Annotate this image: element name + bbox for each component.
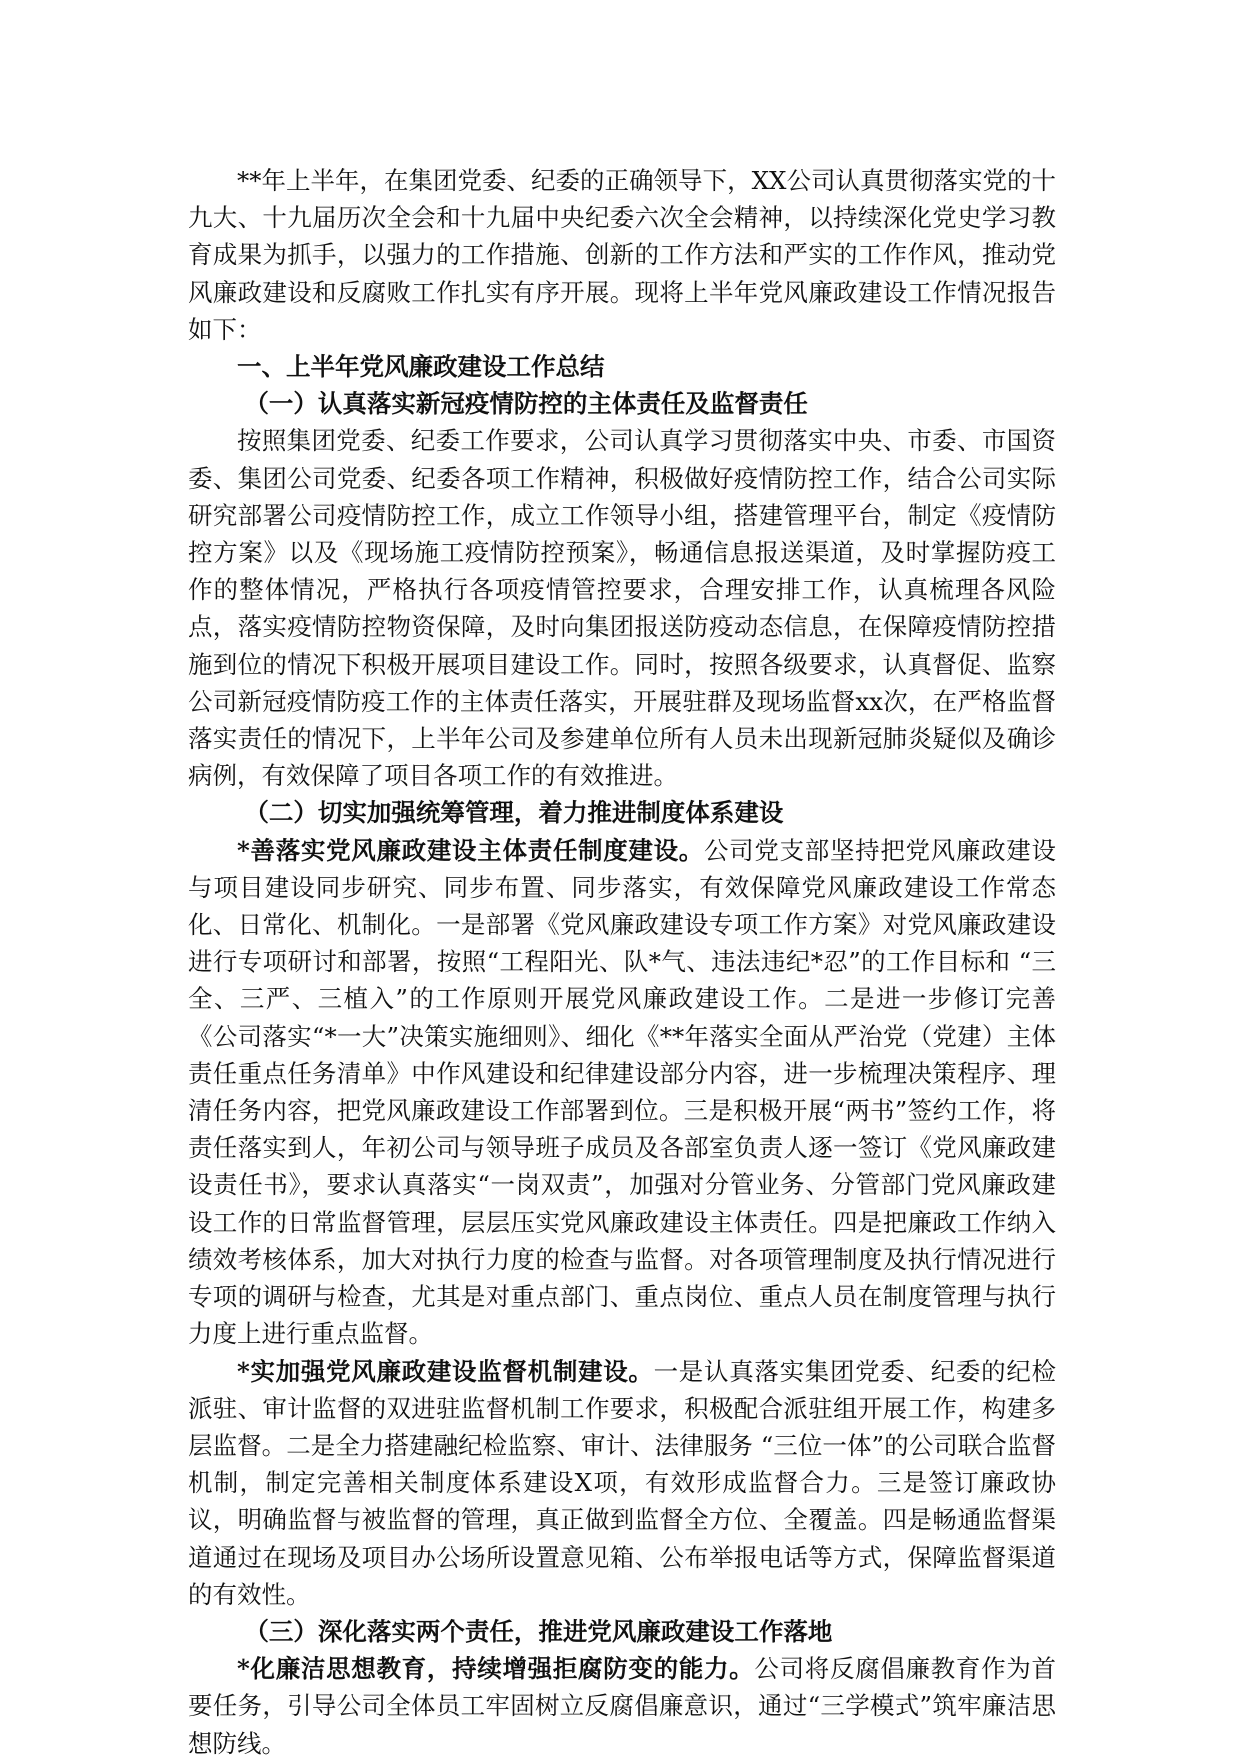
subsection-2-paragraph-2 [188,1353,1056,1613]
paragraph-lead: *实加强党风廉政建设监督机制建设。 [237,1356,654,1386]
paragraph-lead: *善落实党风廉政建设主体责任制度建设。 [237,835,704,865]
subsection-2-paragraph-1 [188,832,1056,1353]
subsection-3-heading: （三）深化落实两个责任，推进党风廉政建设工作落地 [244,1616,833,1646]
subsection-1-heading: （一）认真落实新冠疫情防控的主体责任及监督责任 [244,389,808,419]
subsection-2-heading: （二）切实加强统筹管理，着力推进制度体系建设 [244,798,784,828]
subsection-3-paragraph-1 [188,1650,1056,1762]
intro-paragraph: **年上半年，在集团党委、纪委的正确领导下，XX公司认真贯彻落实党的十九大、十九届历次全会和十九届中央纪委六次全会精神，以持续深化党史学习教育成果为抓手，以强力的工作措施、创新的工作方法和严实的工作作风，推动党风廉政建设和反腐败工作扎实有序开展。现将上半年党风廉政建设工作情况报告如下： [188,166,1056,344]
paragraph-body: 一是认真落实集团党委、纪委的纪检派驻、审计监督的双进驻监督机制工作要求，积极配合派驻组开展工作，构建多层监督。二是全力搭建融纪检监察、审计、法律服务 “三位一体”的公司联合监督机制，制定完善相关制度体系建设X项，有效形成监督合力。三是签订廉政协议，明确监督与被监督的管理，真正做到监督全方位、全覆盖。四是畅通监督渠道通过在现场及项目办公场所设置意见箱、公布举报电话等方式，保障监督渠道的有效性。 [188,1356,1057,1609]
subsection-1-paragraph: 按照集团党委、纪委工作要求，公司认真学习贯彻落实中央、市委、市国资委、集团公司党委、纪委各项工作精神，积极做好疫情防控工作，结合公司实际研究部署公司疫情防控工作，成立工作领导小组，搭建管理平台，制定《疫情防控方案》以及《现场施工疫情防控预案》，畅通信息报送渠道，及时掌握防疫工作的整体情况，严格执行各项疫情管控要求，合理安排工作，认真梳理各风险点，落实疫情防控物资保障，及时向集团报送防疫动态信息，在保障疫情防控措施到位的情况下积极开展项目建设工作。同时，按照各级要求，认真督促、监察公司新冠疫情防疫工作的主体责任落实，开展驻群及现场监督xx次，在严格监督落实责任的情况下，上半年公司及参建单位所有人员未出现新冠肺炎疑似及确诊病例，有效保障了项目各项工作的有效推进。 [188,426,1056,791]
paragraph-lead: *化廉洁思想教育，持续增强拒腐防变的能力。 [237,1654,755,1684]
document-body [188,162,1056,1762]
section-1-heading: 一、上半年党风廉政建设工作总结 [237,352,605,382]
paragraph-body: 公司党支部坚持把党风廉政建设与项目建设同步研究、同步布置、同步落实，有效保障党风廉政建设工作常态化、日常化、机制化。一是部署《党风廉政建设专项工作方案》对党风廉政建设进行专项研讨和部署，按照“工程阳光、队*气、违法违纪*忍”的工作目标和 “三全、三严、三植入”的工作原则开展党风廉政建设工作。二是进一步修订完善《公司落实“*一大”决策实施细则》、细化《**年落实全面从严治党（党建）主体责任重点任务清单》中作风建设和纪律建设部分内容，进一步梳理决策程序、理清任务内容，把党风廉政建设工作部署到位。三是积极开展“两书”签约工作，将责任落实到人，年初公司与领导班子成员及各部室负责人逐一签订《党风廉政建设责任书》，要求认真落实“一岗双责”，加强对分管业务、分管部门党风廉政建设工作的日常监督管理，层层压实党风廉政建设主体责任。四是把廉政工作纳入绩效考核体系，加大对执行力度的检查与监督。对各项管理制度及执行情况进行专项的调研与检查，尤其是对重点部门、重点岗位、重点人员在制度管理与执行力度上进行重点监督。 [188,835,1056,1349]
paragraph-body: 公司将反腐倡廉教育作为首要任务，引导公司全体员工牢固树立反腐倡廉意识，通过“三学模式”筑牢廉洁思想防线。 [188,1654,1057,1758]
